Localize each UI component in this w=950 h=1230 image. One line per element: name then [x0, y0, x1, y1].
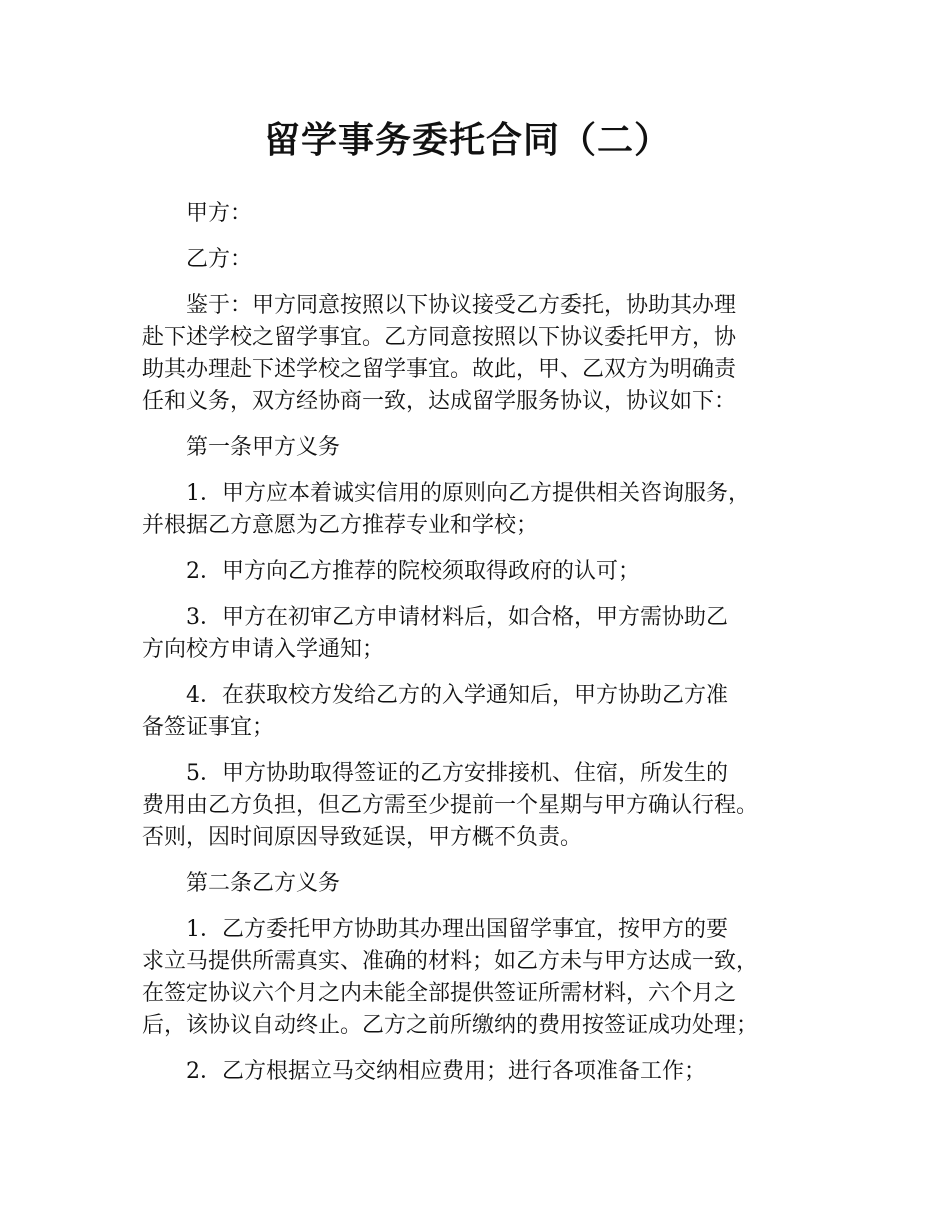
- article-1-clause-1: 1．甲方应本着诚实信用的原则向乙方提供相关咨询服务， 并根据乙方意愿为乙方推荐专业和学校；: [142, 481, 750, 538]
- party-b-line: 乙方：: [186, 247, 253, 272]
- party-a-line: 甲方：: [186, 201, 253, 226]
- article-1-clause-3: 3．甲方在初审乙方申请材料后，如合格，甲方需协助乙 方向校方申请入学通知；: [142, 605, 728, 662]
- page-title: 留学事务委托合同（二）: [263, 120, 671, 161]
- article-1-clause-4: 4．在获取校方发给乙方的入学通知后，甲方协助乙方准 备签证事宜；: [142, 683, 728, 740]
- article-1-clause-2: 2．甲方向乙方推荐的院校须取得政府的认可；: [186, 559, 640, 584]
- article-1-heading: 第一条甲方义务: [186, 435, 341, 460]
- article-2-heading: 第二条乙方义务: [186, 871, 341, 896]
- article-2-clause-2: 2．乙方根据立马交纳相应费用；进行各项准备工作；: [186, 1059, 706, 1084]
- article-2-clause-1: 1．乙方委托甲方协助其办理出国留学事宜，按甲方的要 求立马提供所需真实、准确的材料；如乙方未与甲方达成一致， 在签定协议六个月之内未能全部提供签证所需材料，六个月之 后，该协议自动终止。乙方之前所缴纳的费用按签证成功处理；: [142, 917, 759, 1038]
- article-1-clause-5: 5．甲方协助取得签证的乙方安排接机、住宿，所发生的 费用由乙方负担，但乙方需至少提前一个星期与甲方确认行程。 否则，因时间原因导致延误，甲方概不负责。: [142, 761, 759, 850]
- preamble-paragraph: 鉴于：甲方同意按照以下协议接受乙方委托，协助其办理 赴下述学校之留学事宜。乙方同意按照以下协议委托甲方，协 助其办理赴下述学校之留学事宜。故此，甲、乙双方为明确责 任和义务，双方经协商一致，达成留学服务协议，协议如下：: [142, 293, 737, 414]
- document-body: [142, 198, 827, 1102]
